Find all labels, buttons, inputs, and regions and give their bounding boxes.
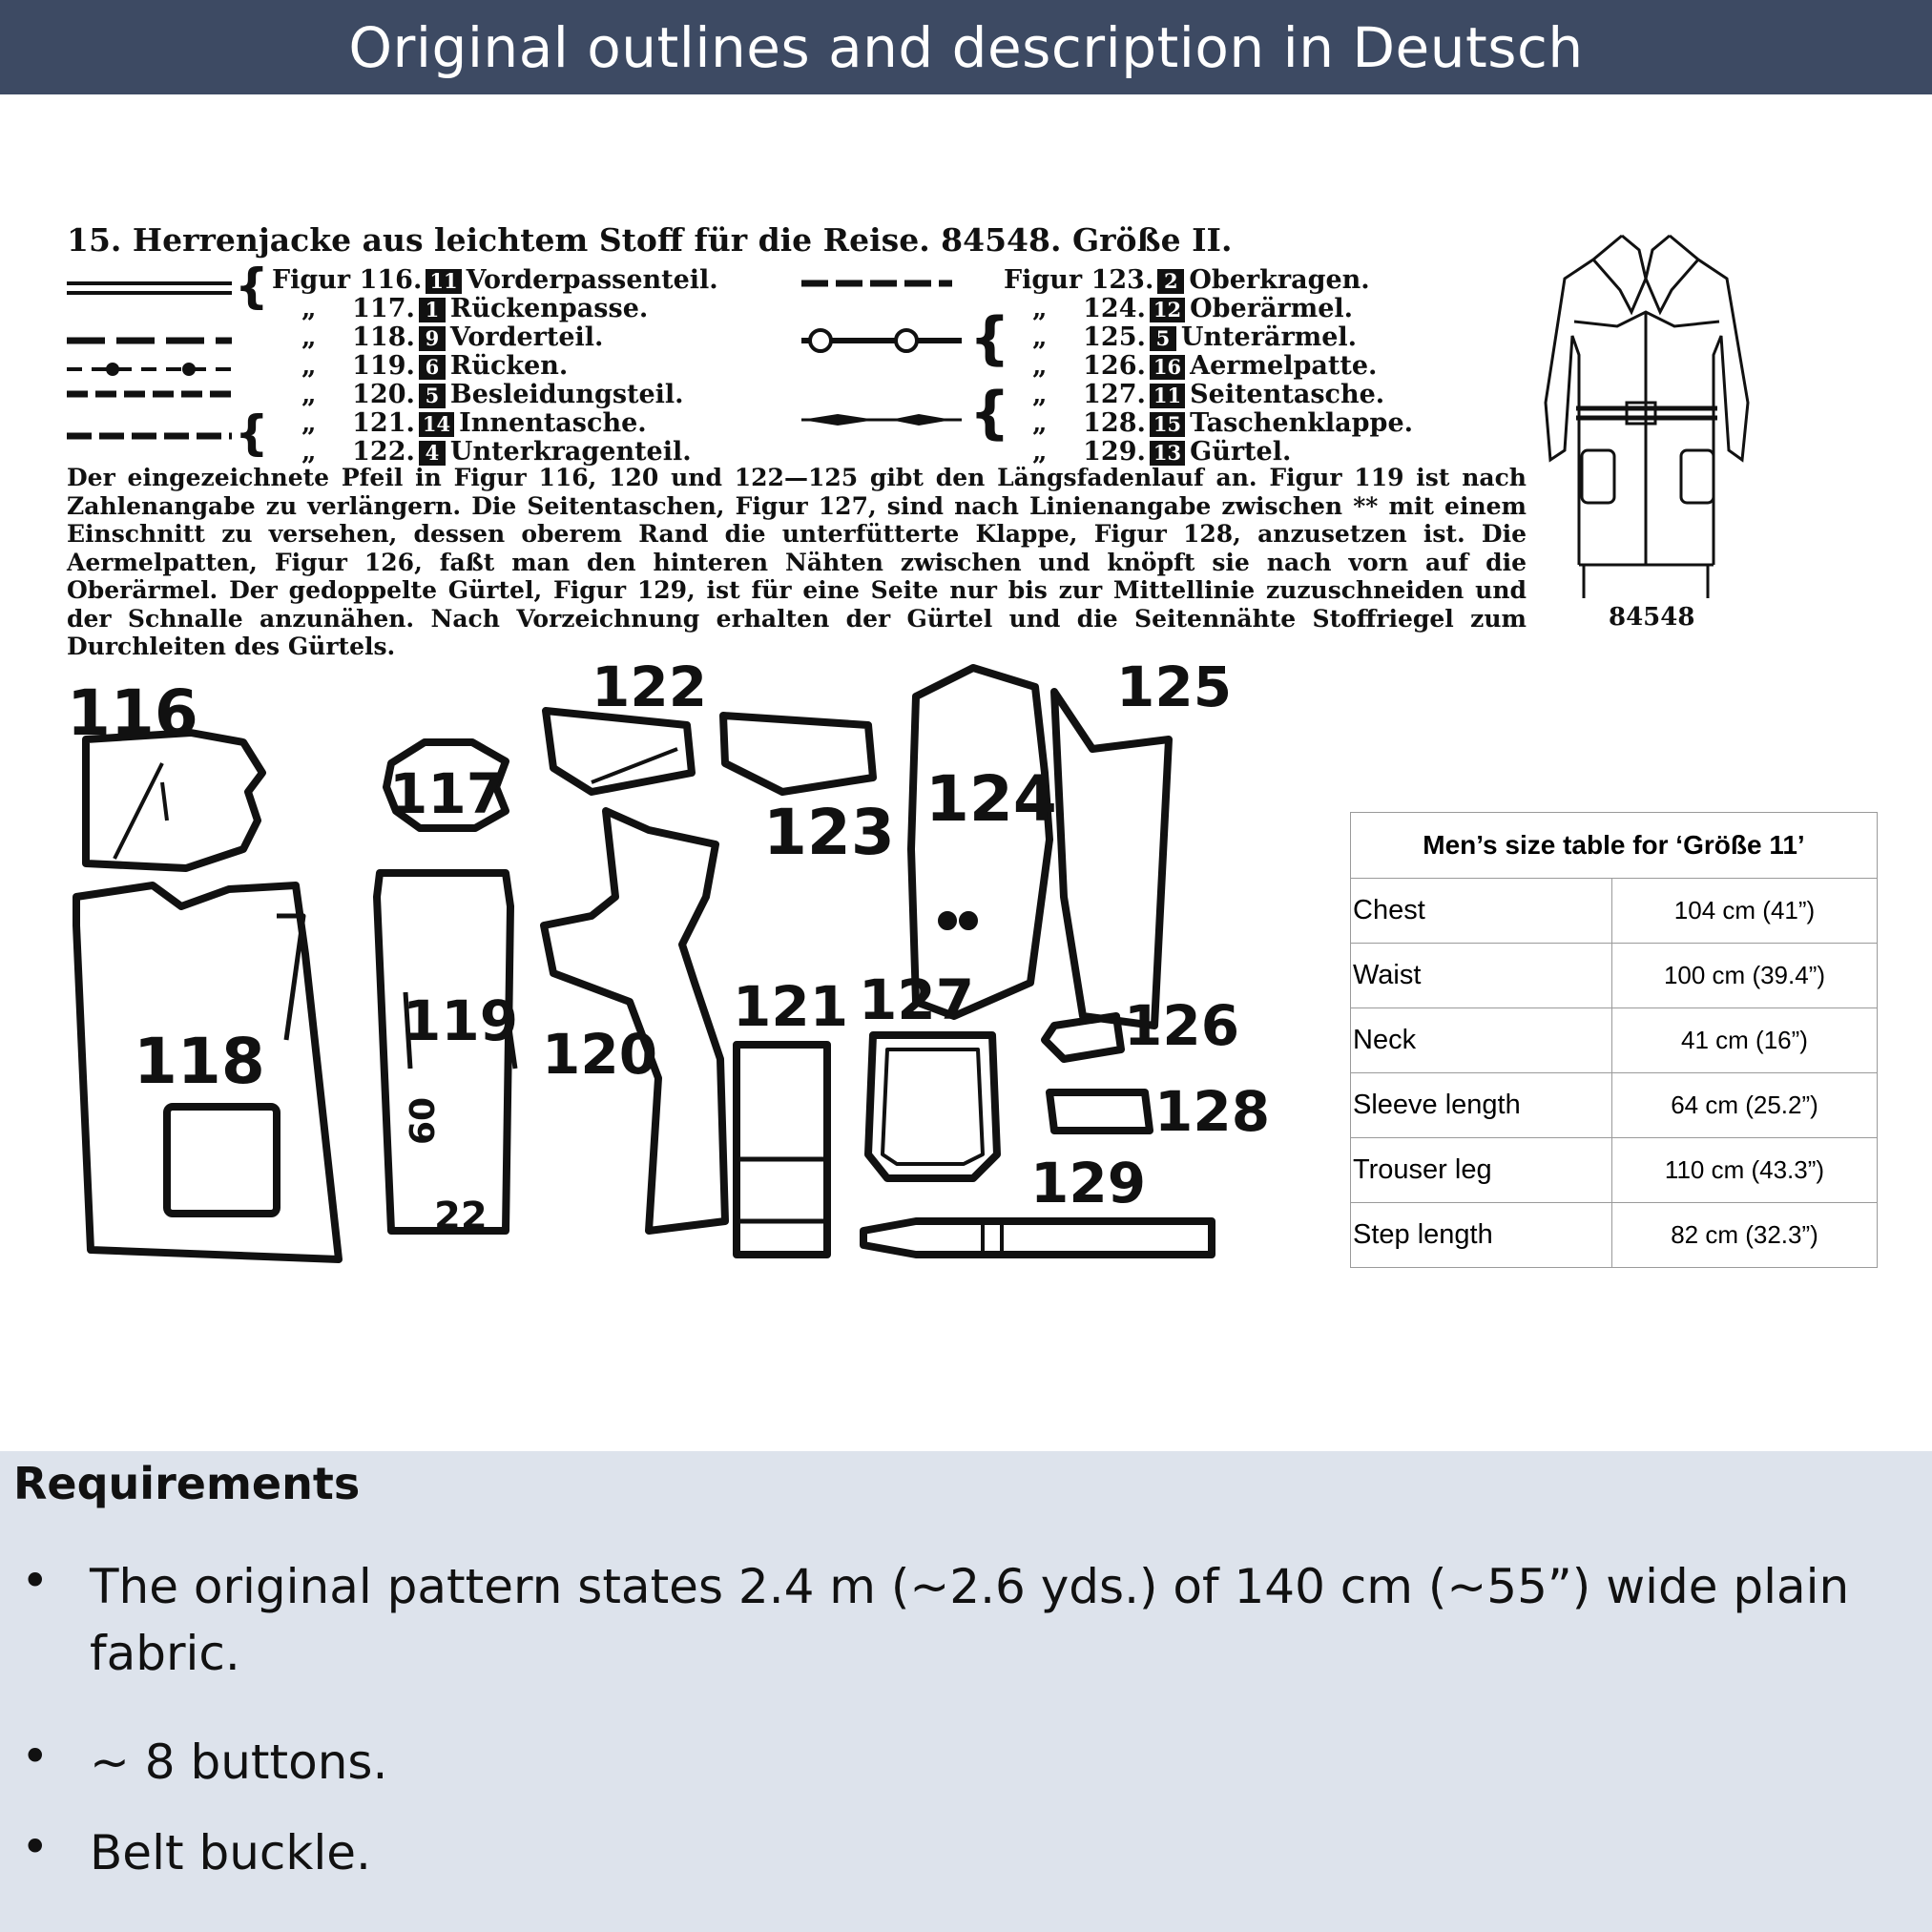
figure-label: Vorderpassenteil. <box>466 265 718 295</box>
figure-label: Taschenklappe. <box>1190 408 1414 438</box>
jacket-number: 84548 <box>1609 603 1695 632</box>
figure-number: 116. <box>359 265 423 295</box>
figure-badge: 11 <box>426 269 461 294</box>
figure-row <box>1032 351 1377 381</box>
figure-row <box>1032 408 1413 438</box>
figure-badge: 9 <box>419 326 446 351</box>
figure-label: Aermelpatte. <box>1190 351 1378 381</box>
line-style-double <box>67 283 232 293</box>
piece-120-label: 120 <box>542 1022 658 1087</box>
figure-label: Oberärmel. <box>1190 294 1354 323</box>
size-label: Waist <box>1351 944 1612 1008</box>
measure-60-label: 60 <box>404 1096 443 1145</box>
figure-prefix: „ <box>1032 322 1048 352</box>
size-label: Sleeve length <box>1351 1073 1612 1138</box>
pattern-title: 15. Herrenjacke aus leichtem Stoff für die Reise. 84548. Größe II. <box>67 221 1233 259</box>
size-label: Step length <box>1351 1203 1612 1268</box>
figure-label: Innentasche. <box>459 408 647 438</box>
piece-118-label: 118 <box>134 1025 265 1098</box>
table-row <box>1351 879 1878 944</box>
size-value: 41 cm (16”) <box>1612 1008 1878 1073</box>
table-row <box>1351 1073 1878 1138</box>
figure-badge: 14 <box>419 412 454 437</box>
piece-123-label: 123 <box>763 796 895 869</box>
figure-row <box>1032 322 1357 352</box>
figure-label: Oberkragen. <box>1189 265 1370 295</box>
size-table <box>1350 812 1878 1268</box>
figure-number: 126. <box>1083 351 1146 381</box>
piece-129-label: 129 <box>1030 1151 1147 1215</box>
figure-label: Seitentasche. <box>1190 380 1385 409</box>
piece-125-label: 125 <box>1116 654 1233 719</box>
page-header <box>0 0 1932 94</box>
size-table-title: Men’s size table for ‘Größe 11’ <box>1351 813 1878 879</box>
figure-prefix: „ <box>1032 351 1048 381</box>
line-legend-right <box>800 272 1010 453</box>
piece-119-label: 119 <box>403 988 519 1053</box>
piece-128-label: 128 <box>1154 1079 1271 1144</box>
figure-prefix: „ <box>1032 380 1048 409</box>
piece-118-pocket <box>167 1107 277 1214</box>
jacket-illustration <box>1527 221 1765 598</box>
piece-123-outline <box>723 716 873 792</box>
figure-row <box>1032 380 1384 409</box>
figure-number: 118. <box>352 322 415 352</box>
figure-badge: 5 <box>1150 326 1176 351</box>
figure-row <box>301 437 692 467</box>
table-row <box>1351 1138 1878 1203</box>
figure-number: 128. <box>1083 408 1146 438</box>
piece-127-label: 127 <box>859 967 975 1032</box>
size-label: Chest <box>1351 879 1612 944</box>
line-style-dot-dash <box>67 363 232 376</box>
piece-120-outline <box>544 811 725 1231</box>
figure-badge: 6 <box>419 355 446 380</box>
figure-row <box>301 351 568 381</box>
size-value: 100 cm (39.4”) <box>1612 944 1878 1008</box>
figure-row <box>1004 265 1370 295</box>
figure-label: Unterkragenteil. <box>449 437 692 467</box>
piece-122-label: 122 <box>592 654 708 719</box>
size-table-header <box>1351 813 1878 879</box>
figure-prefix: Figur <box>1004 265 1083 295</box>
figure-badge: 5 <box>419 384 446 408</box>
piece-125-outline <box>1054 692 1169 1026</box>
size-value: 82 cm (32.3”) <box>1612 1203 1878 1268</box>
figure-prefix: „ <box>1032 437 1048 467</box>
figure-label: Rücken. <box>449 351 569 381</box>
requirement-text: ~ 8 buttons. <box>90 1735 388 1790</box>
measure-22-label: 22 <box>434 1195 488 1238</box>
piece-117-label: 117 <box>389 761 506 826</box>
figure-number: 119. <box>352 351 415 381</box>
piece-116-outline <box>86 733 262 868</box>
figure-row <box>301 322 603 352</box>
figure-badge: 4 <box>419 441 446 466</box>
figure-label: Besleidungsteil. <box>449 380 684 409</box>
piece-128-outline <box>1049 1092 1150 1131</box>
figure-row <box>301 380 684 409</box>
figure-number: 120. <box>352 380 415 409</box>
pattern-pieces <box>57 654 1271 1269</box>
figure-badge: 12 <box>1150 298 1185 322</box>
figure-prefix: Figur <box>272 265 351 295</box>
table-row <box>1351 944 1878 1008</box>
figure-badge: 13 <box>1150 441 1185 466</box>
figure-label: Unterärmel. <box>1180 322 1358 352</box>
bullet-icon: • <box>21 1819 50 1875</box>
figure-badge: 11 <box>1150 384 1185 408</box>
size-value: 110 cm (43.3”) <box>1612 1138 1878 1203</box>
bullet-icon: • <box>21 1553 50 1609</box>
piece-116-label: 116 <box>67 676 198 750</box>
requirements-title: Requirements <box>13 1458 361 1509</box>
figure-number: 127. <box>1083 380 1146 409</box>
figure-row <box>301 408 647 438</box>
brace-icon: { <box>235 405 269 461</box>
header-title: Original outlines and description in Deutsch <box>348 14 1584 80</box>
table-row <box>1351 1203 1878 1268</box>
piece-126-label: 126 <box>1124 993 1240 1058</box>
figure-label: Vorderteil. <box>449 322 604 352</box>
figure-label: Rückenpasse. <box>449 294 649 323</box>
piece-121-label: 121 <box>733 974 849 1039</box>
figure-number: 124. <box>1083 294 1146 323</box>
figure-badge: 2 <box>1157 269 1184 294</box>
piece-124-outline <box>911 668 1049 1016</box>
brace-icon: { <box>969 305 1010 372</box>
figure-prefix: „ <box>301 380 317 409</box>
figure-row <box>1032 437 1291 467</box>
figure-number: 122. <box>352 437 415 467</box>
size-label: Trouser leg <box>1351 1138 1612 1203</box>
pattern-description: Der eingezeichnete Pfeil in Figur 116, 120 und 122—125 gibt den Längsfadenlauf an. Figur 119 ist nach Zahlenangabe zu verlängern. Die Seitentaschen, Figur 127, sind nach Linienangabe zwischen ** mit einem Einschnitt zu versehen, dessen oberem Rand die unterfütterte Klappe, Figur 128, anzusetzen ist. Die Aermelpatten, Figur 126, faßt man den hinteren Nähten zwischen und knöpft sie nach vorn auf die Oberärmel. Der gedoppelte Gürtel, Figur 129, ist für eine Seite nur bis zur Mittellinie zuzuschneiden und der Schnalle anzunähen. Nach Vorzeichnung erhalten der Gürtel und die Seitennähte Stoffriegel zum Durchleiten des Gürtels. <box>67 464 1527 660</box>
piece-129-outline <box>863 1221 1212 1255</box>
figure-prefix: „ <box>301 294 317 323</box>
figure-number: 129. <box>1083 437 1146 467</box>
piece-124-label: 124 <box>925 762 1057 836</box>
figure-label: Gürtel. <box>1190 437 1292 467</box>
line-style-diamond <box>801 414 962 426</box>
figure-number: 123. <box>1091 265 1154 295</box>
size-value: 104 cm (41”) <box>1612 879 1878 944</box>
figure-prefix: „ <box>301 351 317 381</box>
figure-number: 125. <box>1083 322 1146 352</box>
brace-icon: { <box>235 259 269 314</box>
figure-row <box>272 265 718 295</box>
figure-prefix: „ <box>301 437 317 467</box>
line-legend-left <box>65 259 269 461</box>
figure-number: 121. <box>352 408 415 438</box>
figure-badge: 1 <box>419 298 446 322</box>
line-style-circles <box>801 330 962 351</box>
requirement-text: The original pattern states 2.4 m (~2.6 yds.) of 140 cm (~55”) wide plain fabric. <box>90 1559 1850 1681</box>
figure-prefix: „ <box>1032 408 1048 438</box>
size-value: 64 cm (25.2”) <box>1612 1073 1878 1138</box>
figure-number: 117. <box>352 294 415 323</box>
size-label: Neck <box>1351 1008 1612 1073</box>
figure-prefix: „ <box>301 322 317 352</box>
figure-prefix: „ <box>301 408 317 438</box>
figure-badge: 16 <box>1150 355 1185 380</box>
table-row <box>1351 1008 1878 1073</box>
figure-row <box>1032 294 1353 323</box>
figure-badge: 15 <box>1150 412 1185 437</box>
brace-icon: { <box>969 380 1010 447</box>
figure-prefix: „ <box>1032 294 1048 323</box>
bullet-icon: • <box>21 1729 50 1784</box>
figure-row <box>301 294 648 323</box>
requirement-text: Belt buckle. <box>90 1825 371 1880</box>
